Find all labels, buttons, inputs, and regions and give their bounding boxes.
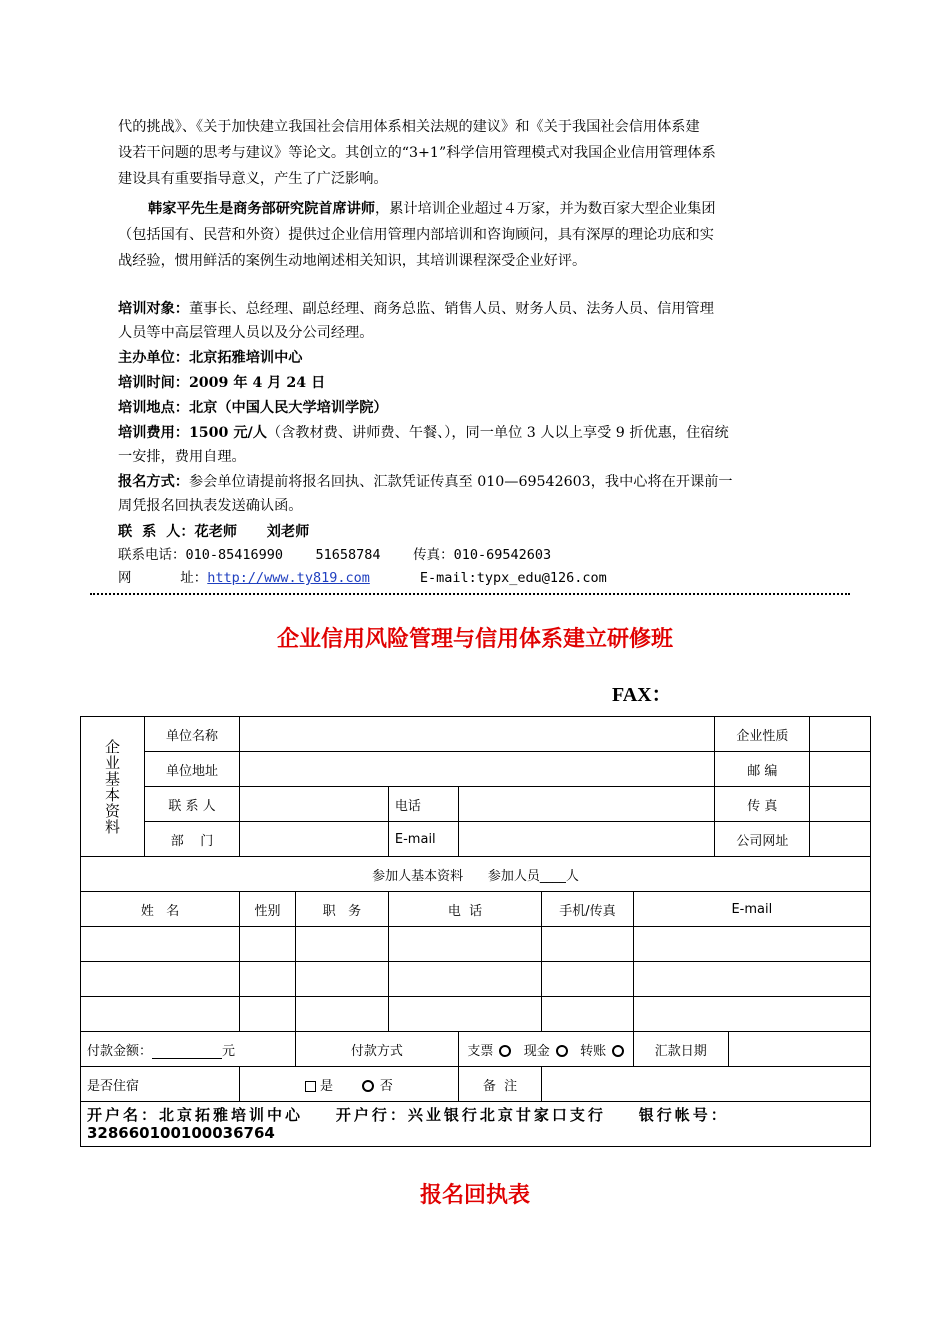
target-line: 人员等中高层管理人员以及分公司经理。 (118, 325, 374, 341)
intro-line: 建设具有重要指导意义，产生了广泛影响。 (118, 171, 388, 187)
opt-cash-radio[interactable] (556, 1045, 568, 1057)
participant-name-cell[interactable] (81, 997, 240, 1032)
unit-nature-field[interactable] (810, 717, 871, 752)
website-link[interactable]: http://www.ty819.com (207, 570, 370, 586)
lodging-no-radio[interactable] (362, 1080, 374, 1092)
host-line: 主办单位：北京拓雅培训中心 (118, 350, 303, 366)
col-name: 姓 名 (81, 892, 240, 927)
contact-line: 联 系 人：花老师 刘老师 (118, 524, 310, 540)
unit-name-field[interactable] (240, 717, 715, 752)
participant-mobile-cell[interactable] (542, 927, 634, 962)
participant-name-cell[interactable] (81, 927, 240, 962)
remark-label: 备 注 (458, 1067, 541, 1102)
reg-label: 报名方式： (118, 474, 189, 490)
time-line: 培训时间：2009 年 4 月 24 日 (118, 375, 326, 391)
fee-label: 培训费用：1500 元/人 (118, 425, 267, 441)
lecturer-text: ，累计培训企业超过４万家，并为数百家大型企业集团 (375, 201, 716, 217)
participant-email-cell[interactable] (633, 927, 870, 962)
unit-address-field[interactable] (240, 752, 715, 787)
fee-line (118, 420, 838, 446)
fax-field[interactable] (810, 787, 871, 822)
fax-label: FAX： (612, 684, 672, 706)
participant-phone-cell[interactable] (388, 997, 541, 1032)
col-phone: 电 话 (388, 892, 541, 927)
phone-line: 联系电话：010-85416990 51658784 传真：010-69542603 (118, 547, 552, 563)
web-label: 网 址： (118, 570, 208, 586)
opt-transfer-radio[interactable] (612, 1045, 624, 1057)
remit-date-field[interactable] (728, 1032, 870, 1067)
email-text: E-mail:typx_edu@126.com (419, 570, 607, 586)
col-mobile: 手机/传真 (542, 892, 634, 927)
lecturer-line (118, 196, 838, 222)
fax-field-label: 传 真 (715, 787, 810, 822)
lodging-yes-checkbox[interactable] (305, 1081, 316, 1092)
bank-line: 开户名：北京拓雅培训中心 开户行：兴业银行北京甘家口支行 银行帐号： (87, 1106, 729, 1124)
postcode-label: 邮 编 (715, 752, 810, 787)
participant-position-cell[interactable] (295, 997, 388, 1032)
participant-gender-cell[interactable] (240, 962, 296, 997)
participant-phone-cell[interactable] (388, 927, 541, 962)
contact-person-label: 联 系 人 (145, 787, 240, 822)
reg-line: 周凭报名回执表发送确认函。 (118, 498, 303, 514)
pay-amount-unit: 元 (222, 1043, 236, 1059)
table-row (81, 927, 871, 962)
table-row (81, 997, 871, 1032)
col-email: E-mail (633, 892, 870, 927)
email-field[interactable] (458, 822, 715, 857)
contact-person-field[interactable] (240, 787, 389, 822)
opt-cash-label: 现金 (523, 1043, 550, 1059)
participant-position-cell[interactable] (295, 927, 388, 962)
lecturer-bold: 韩家平先生是商务部研究院首席讲师 (148, 201, 376, 217)
web-line (118, 565, 838, 591)
dept-label: 部 门 (145, 822, 240, 857)
fee-line: 一安排，费用自理。 (118, 449, 246, 465)
participant-email-cell[interactable] (633, 997, 870, 1032)
postcode-field[interactable] (810, 752, 871, 787)
bank-info (81, 1102, 871, 1147)
lodging-options (240, 1067, 459, 1102)
lodging-label: 是否住宿 (81, 1067, 240, 1102)
intro-line: 设若干问题的思考与建议》等论文。其创立的“3+1”科学信用管理模式对我国企业信用管理体系 (118, 145, 716, 161)
dotted-divider (90, 593, 850, 595)
place-line: 培训地点：北京（中国人民大学培训学院） (118, 400, 388, 416)
pay-method-label: 付款方式 (295, 1032, 458, 1067)
unit-address-label: 单位地址 (145, 752, 240, 787)
participant-gender-cell[interactable] (240, 997, 296, 1032)
target-text: 董事长、总经理、副总经理、商务总监、销售人员、财务人员、法务人员、信用管理 (188, 301, 714, 317)
registration-form (80, 716, 871, 1147)
participants-header: 参加人基本资料 参加人员____人 (81, 857, 871, 892)
opt-transfer-label: 转账 (580, 1043, 607, 1059)
fee-text: （含教材费、讲师费、午餐、），同一单位 3 人以上享受 9 折优惠，住宿统 (266, 425, 729, 441)
website-label: 公司网址 (715, 822, 810, 857)
lecturer-line: （包括国有、民营和外资）提供过企业信用管理内部培训和咨询顾问，具有深厚的理论功底和实 (118, 227, 714, 243)
table-row (81, 962, 871, 997)
col-gender: 性别 (240, 892, 296, 927)
opt-check-label: 支票 (467, 1043, 494, 1059)
bank-account: 328660100100036764 (87, 1124, 275, 1142)
target-label: 培训对象： (118, 301, 189, 317)
pay-options (458, 1032, 633, 1067)
participant-mobile-cell[interactable] (542, 997, 634, 1032)
remark-field[interactable] (542, 1067, 871, 1102)
unit-nature-label: 企业性质 (715, 717, 810, 752)
intro-line: 代的挑战》、《关于加快建立我国社会信用体系相关法规的建议》和《关于我国社会信用体系建 (118, 119, 700, 135)
pay-amount-input[interactable] (152, 1044, 222, 1059)
opt-check-radio[interactable] (499, 1045, 511, 1057)
pay-amount-cell (81, 1032, 296, 1067)
form-title: 企业信用风险管理与信用体系建立研修班 (276, 626, 673, 652)
pay-amount-label: 付款金额： (87, 1043, 153, 1059)
email-label: E-mail (388, 822, 458, 857)
dept-field[interactable] (240, 822, 389, 857)
participant-mobile-cell[interactable] (542, 962, 634, 997)
target-line (118, 296, 838, 322)
reg-text: 参会单位请提前将报名回执、汇款凭证传真至 010—69542603，我中心将在开课前一 (188, 474, 733, 490)
unit-name-label: 单位名称 (145, 717, 240, 752)
remit-date-label: 汇款日期 (633, 1032, 728, 1067)
reg-line (118, 469, 838, 495)
receipt-title: 报名回执表 (419, 1182, 530, 1208)
lodging-no-label: 否 (379, 1078, 393, 1094)
participant-phone-cell[interactable] (388, 962, 541, 997)
participant-position-cell[interactable] (295, 962, 388, 997)
lodging-yes-label: 是 (319, 1078, 333, 1094)
lecturer-line: 战经验，惯用鲜活的案例生动地阐述相关知识，其培训课程深受企业好评。 (118, 253, 587, 269)
col-position: 职 务 (295, 892, 388, 927)
participant-name-cell[interactable] (81, 962, 240, 997)
tel-field[interactable] (458, 787, 715, 822)
participant-gender-cell[interactable] (240, 927, 296, 962)
tel-label: 电话 (388, 787, 458, 822)
section-label: 企业基本资料 (81, 717, 145, 857)
participant-email-cell[interactable] (633, 962, 870, 997)
website-field[interactable] (810, 822, 871, 857)
